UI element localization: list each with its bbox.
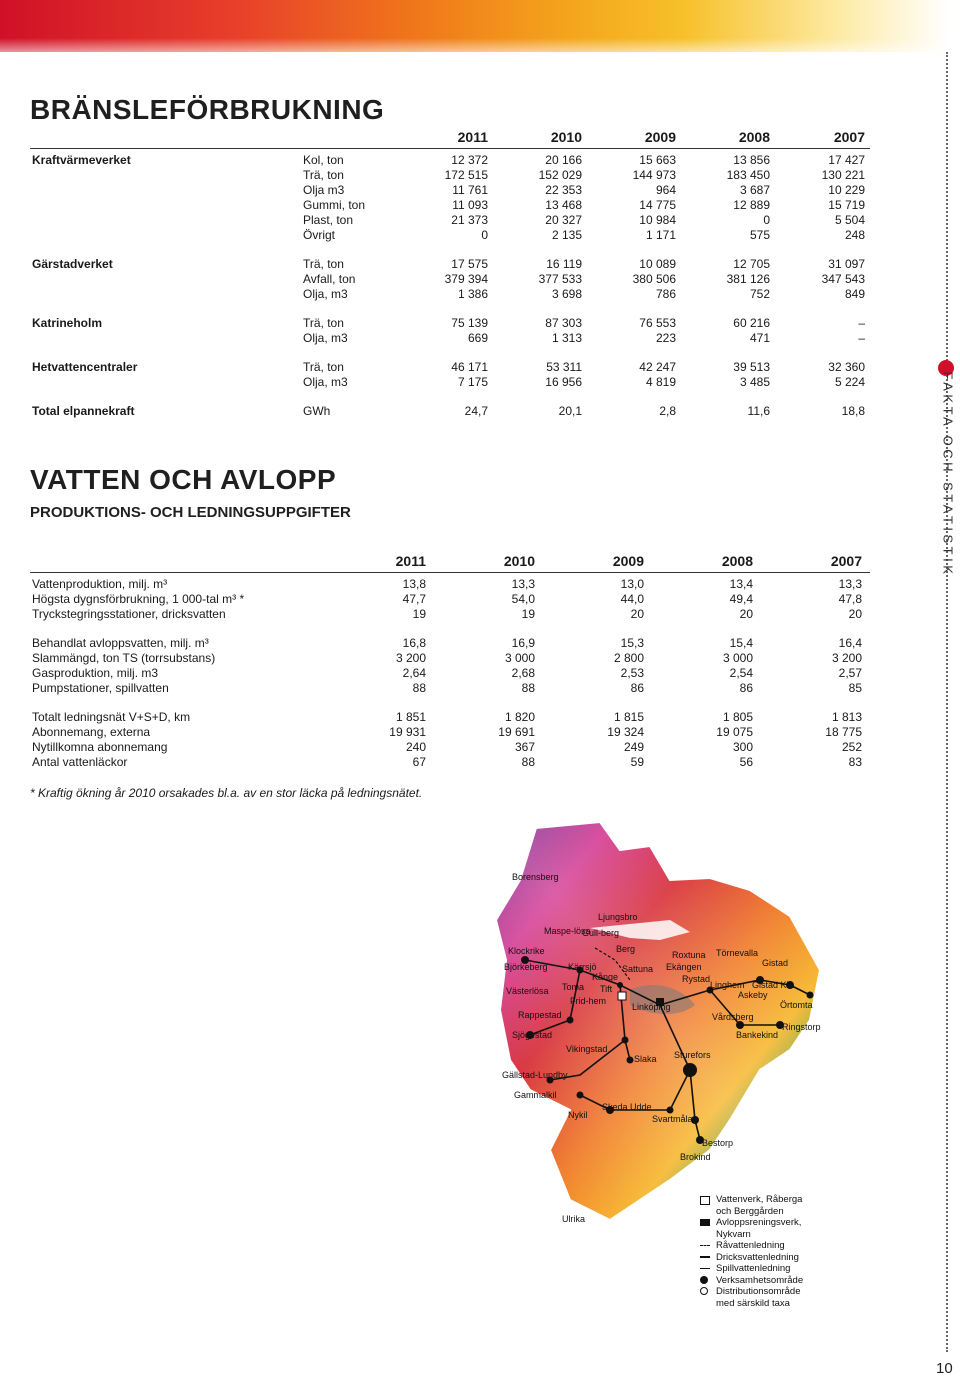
table-cell: 172 515	[444, 168, 488, 182]
side-divider	[946, 52, 948, 1352]
plant-group	[30, 404, 870, 429]
table-row	[30, 636, 870, 651]
table-cell: 19	[521, 607, 535, 621]
fuel-type: Trä, ton	[303, 316, 344, 330]
map-place-label: Gällstad-Lundby	[502, 1070, 568, 1080]
plant-name: Katrineholm	[32, 316, 103, 330]
table-row	[30, 331, 870, 346]
table-row	[30, 651, 870, 666]
table-row	[30, 607, 870, 622]
plant-name: Total elpannekraft	[32, 404, 135, 418]
legend-label: och Berggården	[716, 1205, 784, 1217]
table-cell: 3 687	[739, 183, 770, 197]
table-cell: 1 820	[504, 710, 535, 724]
year-header: 2010	[503, 553, 535, 569]
table-cell: 2 135	[551, 228, 582, 242]
year-header: 2008	[721, 553, 753, 569]
table-cell: 12 889	[733, 198, 770, 212]
map-place-label: Västerlösa	[506, 986, 549, 996]
table-cell: 12 705	[733, 257, 770, 271]
table-cell: 11 761	[452, 183, 488, 197]
year-header: 2009	[612, 553, 644, 569]
table-cell: 76 553	[639, 316, 676, 330]
table-row	[30, 577, 870, 592]
table-cell: 1 805	[722, 710, 753, 724]
table-cell: 85	[848, 681, 862, 695]
map-place-label: Gull-berg	[582, 928, 620, 938]
fuel-type: Olja, m3	[303, 375, 348, 389]
fuel-type: GWh	[303, 404, 331, 418]
map-place-label: Nykil	[568, 1110, 588, 1120]
dashed-line-icon	[700, 1245, 710, 1246]
table-cell: 144 973	[632, 168, 676, 182]
table-row	[30, 592, 870, 607]
table-cell: 752	[749, 287, 770, 301]
year-header: 2010	[550, 129, 582, 145]
table-cell: 347 543	[821, 272, 865, 286]
table-cell: 0	[481, 228, 488, 242]
table-cell: 5 224	[834, 375, 865, 389]
table-cell: 183 450	[726, 168, 770, 182]
map-place-label: Sattuna	[622, 964, 654, 974]
header-gradient-bar	[0, 0, 948, 52]
table-cell: 1 813	[831, 710, 862, 724]
map-place-label: Törnevalla	[716, 948, 759, 958]
legend-item-operating-area	[700, 1275, 803, 1287]
row-group	[30, 710, 870, 780]
legend-label: Avloppsreningsverk,	[716, 1217, 802, 1228]
table-cell: 19 324	[607, 725, 644, 739]
fuel-type: Trä, ton	[303, 168, 344, 182]
table-cell: 11,6	[747, 404, 770, 418]
fuel-type: Avfall, ton	[303, 272, 356, 286]
table-cell: 39 513	[733, 360, 770, 374]
table-cell: 86	[630, 681, 644, 695]
map-place-label: Gistad Kia	[752, 980, 794, 990]
table-cell: –	[858, 316, 865, 330]
table-cell: 49,4	[729, 592, 753, 606]
year-header: 2011	[395, 553, 426, 569]
table-cell: 3 485	[739, 375, 770, 389]
table-cell: 300	[732, 740, 753, 754]
map-place-label: Svartmåla	[652, 1114, 693, 1124]
plant-group	[30, 153, 870, 253]
map-place-label: Rappestad	[518, 1010, 562, 1020]
table-cell: 367	[514, 740, 535, 754]
map-place-label: Maspe-lösa	[544, 926, 591, 936]
table-cell: 471	[749, 331, 770, 345]
map-place-label: Ulrika	[562, 1214, 586, 1224]
table-cell: 20 327	[545, 213, 582, 227]
table-cell: 2,8	[659, 404, 676, 418]
map-place-label: Berg	[616, 944, 636, 954]
map-place-label: Örtomta	[780, 1000, 813, 1010]
table-cell: 1 386	[457, 287, 488, 301]
fuel-type: Olja m3	[303, 183, 345, 197]
table-cell: 152 029	[538, 168, 582, 182]
table-row	[30, 666, 870, 681]
row-group	[30, 577, 870, 632]
table-cell: 24,7	[464, 404, 488, 418]
fuel-type: Olja, m3	[303, 287, 348, 301]
black-square-icon	[700, 1219, 710, 1226]
map-place-label: Bestorp	[702, 1138, 734, 1148]
row-label: Vattenproduktion, milj. m³	[32, 577, 168, 591]
table-cell: 1 171	[645, 228, 676, 242]
year-header: 2007	[830, 553, 862, 569]
table-cell: 3 698	[551, 287, 582, 301]
fuel-type: Olja, m3	[303, 331, 348, 345]
table-cell: 7 175	[457, 375, 488, 389]
map-place-label: Vårdsberg	[712, 1012, 754, 1022]
row-label: Nytillkomna abonnemang	[32, 740, 168, 754]
table-cell: 10 229	[828, 183, 865, 197]
side-label-block	[932, 360, 960, 580]
table-cell: 19	[412, 607, 426, 621]
table-cell: 67	[412, 755, 426, 769]
plant-group	[30, 360, 870, 400]
table-cell: 16,8	[402, 636, 426, 650]
row-label: Antal vattenläckor	[32, 755, 128, 769]
map-place-label: Toma	[562, 982, 585, 992]
map-place-label: Gistad	[762, 958, 789, 968]
table-cell: 47,7	[402, 592, 426, 606]
table-cell: 1 851	[395, 710, 426, 724]
legend-label: Nykvarn	[716, 1228, 751, 1240]
table-cell: 2,64	[402, 666, 426, 680]
table-row	[30, 183, 870, 198]
white-square-icon	[700, 1196, 710, 1205]
table-cell: 786	[655, 287, 676, 301]
table-row	[30, 198, 870, 213]
table-cell: 13 468	[545, 198, 582, 212]
fuel-type: Trä, ton	[303, 360, 344, 374]
table-cell: 130 221	[821, 168, 865, 182]
map-place-label: Linghem	[710, 980, 745, 990]
legend-item-drinking-water	[700, 1252, 803, 1264]
table-cell: 19 691	[498, 725, 535, 739]
table-cell: 4 819	[645, 375, 676, 389]
table-cell: 19 931	[389, 725, 426, 739]
legend-item-sewage	[700, 1263, 803, 1275]
map-place-label: Sjögestad	[512, 1030, 553, 1040]
table-cell: 88	[521, 755, 535, 769]
table-cell: 18 775	[825, 725, 862, 739]
table-row	[30, 153, 870, 168]
table-cell: 47,8	[838, 592, 862, 606]
map-place-label: Kånge	[592, 972, 619, 982]
table-cell: 87 303	[545, 316, 582, 330]
map-place-label: Rystad	[682, 974, 711, 984]
table-row	[30, 257, 870, 272]
plant-name: Hetvattencentraler	[32, 360, 138, 374]
legend-label: Vattenverk, Råberga	[716, 1194, 803, 1205]
map-place-label: Ljungsbro	[598, 912, 638, 922]
table-row	[30, 272, 870, 287]
table-cell: 12 372	[451, 153, 488, 167]
legend-item-treatment-2	[700, 1229, 803, 1241]
legend-item-distribution	[700, 1286, 803, 1298]
plant-name: Gärstadverket	[32, 257, 113, 271]
map-place-label: Brokind	[680, 1152, 711, 1162]
map-place-label: Roxtuna	[672, 950, 706, 960]
table-cell: 240	[405, 740, 426, 754]
table-cell: 15,3	[620, 636, 644, 650]
table-cell: 15 719	[828, 198, 865, 212]
legend-item-distribution-2	[700, 1298, 803, 1310]
row-label: Högsta dygnsförbrukning, 1 000-tal m³ *	[32, 592, 245, 606]
open-circle-icon	[700, 1287, 708, 1295]
table-cell: 20,1	[558, 404, 582, 418]
fuel-type: Plast, ton	[303, 213, 354, 227]
table-cell: 20	[739, 607, 753, 621]
black-circle-icon	[700, 1276, 708, 1284]
table-cell: 20	[630, 607, 644, 621]
table-cell: 3 000	[504, 651, 535, 665]
table-cell: 13,0	[620, 577, 644, 591]
footnote: * Kraftig ökning år 2010 orsakades bl.a. av en stor läcka på ledningsnätet.	[30, 786, 423, 800]
table-cell: 0	[763, 213, 770, 227]
map-place-label: Tift	[600, 984, 613, 994]
table-cell: 20	[848, 607, 862, 621]
map-place-label: Vikingstad	[566, 1044, 608, 1054]
table-cell: 10 984	[639, 213, 676, 227]
map-place-label: Frid-hem	[570, 996, 607, 1006]
table-cell: 32 360	[828, 360, 865, 374]
row-label: Tryckstegringsstationer, dricksvatten	[32, 607, 226, 621]
table-cell: 377 533	[538, 272, 582, 286]
plant-group	[30, 316, 870, 356]
row-label: Pumpstationer, spillvatten	[32, 681, 169, 695]
legend-label: Verksamhetsområde	[716, 1274, 804, 1286]
table-row	[30, 710, 870, 725]
table-cell: 10 089	[639, 257, 676, 271]
map-place-label: Slaka	[634, 1054, 657, 1064]
table-cell: 3 200	[831, 651, 862, 665]
fuel-type: Gummi, ton	[303, 198, 366, 212]
table-cell: 13,8	[402, 577, 426, 591]
table-cell: 223	[655, 331, 676, 345]
table-row	[30, 740, 870, 755]
table-cell: 16 956	[545, 375, 582, 389]
table-cell: 248	[844, 228, 865, 242]
table-cell: 18,8	[841, 404, 865, 418]
map-place-label: Askeby	[738, 990, 768, 1000]
table-cell: 849	[844, 287, 865, 301]
map-place-label: Ekängen	[666, 962, 702, 972]
thick-line-icon	[700, 1256, 710, 1258]
table-cell: 22 353	[545, 183, 582, 197]
map-place-label: Ringstorp	[782, 1022, 821, 1032]
legend-label: Dricksvattenledning	[716, 1251, 799, 1263]
plant-group	[30, 257, 870, 312]
map-place-label: Borensberg	[512, 872, 559, 882]
table-cell: 14 775	[639, 198, 676, 212]
table-cell: 964	[655, 183, 676, 197]
table-cell: 5 504	[834, 213, 865, 227]
fuel-title: BRÄNSLEFÖRBRUKNING	[30, 94, 385, 125]
row-group	[30, 636, 870, 706]
table-cell: 249	[623, 740, 644, 754]
water-subtitle: PRODUKTIONS- OCH LEDNINGSUPPGIFTER	[30, 504, 351, 521]
year-header: 2007	[833, 129, 865, 145]
table-row	[30, 404, 870, 419]
table-cell: 11 093	[452, 198, 488, 212]
map-place-label: Sturefors	[674, 1050, 711, 1060]
map-place-label: Bankekind	[736, 1030, 779, 1040]
table-cell: 53 311	[546, 360, 582, 374]
table-cell: 17 575	[451, 257, 488, 271]
table-cell: 59	[630, 755, 644, 769]
table-cell: 2,53	[620, 666, 644, 680]
water-header-row	[30, 548, 870, 573]
legend-item-treatment	[700, 1217, 803, 1229]
fuel-header-row	[30, 124, 870, 149]
legend-item-waterworks	[700, 1194, 803, 1206]
water-title: VATTEN OCH AVLOPP	[30, 464, 337, 495]
table-cell: 2,54	[729, 666, 753, 680]
legend-item-raw-water	[700, 1240, 803, 1252]
table-cell: 13,4	[729, 577, 753, 591]
table-cell: 3 200	[395, 651, 426, 665]
table-cell: 20 166	[545, 153, 582, 167]
map-place-label: Gammalkil	[514, 1090, 557, 1100]
table-cell: 381 126	[726, 272, 770, 286]
table-cell: 88	[521, 681, 535, 695]
table-cell: 575	[749, 228, 770, 242]
table-cell: 46 171	[451, 360, 488, 374]
table-cell: 13,3	[511, 577, 535, 591]
table-cell: 2,57	[838, 666, 862, 680]
table-cell: 86	[739, 681, 753, 695]
legend-item-waterworks-2	[700, 1206, 803, 1218]
table-cell: –	[858, 331, 865, 345]
legend-label: Spillvattenledning	[716, 1263, 791, 1274]
row-label: Totalt ledningsnät V+S+D, km	[32, 710, 191, 724]
fuel-type: Kol, ton	[303, 153, 344, 167]
row-label: Slammängd, ton TS (torrsubstans)	[32, 651, 216, 665]
table-cell: 2 800	[613, 651, 644, 665]
table-cell: 31 097	[828, 257, 865, 271]
water-table	[30, 548, 870, 780]
table-cell: 88	[412, 681, 426, 695]
table-cell: 1 313	[551, 331, 582, 345]
row-label: Gasproduktion, milj. m3	[32, 666, 159, 680]
table-cell: 83	[848, 755, 862, 769]
table-cell: 379 394	[444, 272, 488, 286]
map-place-label: Linköping	[632, 1002, 671, 1012]
table-cell: 44,0	[620, 592, 644, 606]
table-row	[30, 360, 870, 375]
table-cell: 380 506	[632, 272, 676, 286]
page-number: 10	[936, 1360, 953, 1377]
year-header: 2009	[644, 129, 676, 145]
table-cell: 252	[841, 740, 862, 754]
table-cell: 42 247	[639, 360, 676, 374]
fuel-type: Trä, ton	[303, 257, 344, 271]
row-label: Abonnemang, externa	[32, 725, 151, 739]
table-row	[30, 228, 870, 243]
table-row	[30, 168, 870, 183]
table-row	[30, 681, 870, 696]
table-cell: 13,3	[838, 577, 862, 591]
map-place-label: Skeda Udde	[602, 1102, 652, 1112]
map-place-label: Klockrike	[508, 946, 545, 956]
table-cell: 16,4	[838, 636, 862, 650]
table-cell: 669	[467, 331, 488, 345]
table-row	[30, 725, 870, 740]
table-cell: 15,4	[729, 636, 753, 650]
table-cell: 3 000	[722, 651, 753, 665]
table-cell: 60 216	[733, 316, 770, 330]
legend-label: Råvattenledning	[716, 1240, 785, 1251]
table-cell: 17 427	[828, 153, 865, 167]
side-label: FAKTA OCH STATISTIK	[940, 371, 956, 578]
plant-name: Kraftvärmeverket	[32, 153, 131, 167]
service-area-map	[490, 820, 850, 1240]
table-row	[30, 287, 870, 302]
legend-label: Distributionsområde	[716, 1286, 801, 1297]
table-cell: 1 815	[613, 710, 644, 724]
table-cell: 15 663	[639, 153, 676, 167]
map-place-label: Kärrsjö	[568, 962, 597, 972]
table-row	[30, 213, 870, 228]
table-cell: 54,0	[511, 592, 535, 606]
map-place-label: Björkeberg	[504, 962, 548, 972]
map-legend	[700, 1194, 803, 1309]
table-row	[30, 316, 870, 331]
table-cell: 2,68	[511, 666, 535, 680]
year-header: 2011	[457, 129, 488, 145]
table-cell: 19 075	[716, 725, 753, 739]
table-cell: 75 139	[451, 316, 488, 330]
legend-label: med särskild taxa	[716, 1297, 790, 1309]
table-cell: 16 119	[546, 257, 582, 271]
table-row	[30, 755, 870, 770]
table-cell: 21 373	[451, 213, 488, 227]
table-cell: 56	[739, 755, 753, 769]
fuel-type: Övrigt	[303, 228, 336, 242]
table-row	[30, 375, 870, 390]
table-cell: 13 856	[733, 153, 770, 167]
year-header: 2008	[738, 129, 770, 145]
fuel-table	[30, 124, 870, 429]
row-label: Behandlat avloppsvatten, milj. m³	[32, 636, 209, 650]
thin-line-icon	[700, 1268, 710, 1269]
table-cell: 16,9	[511, 636, 535, 650]
